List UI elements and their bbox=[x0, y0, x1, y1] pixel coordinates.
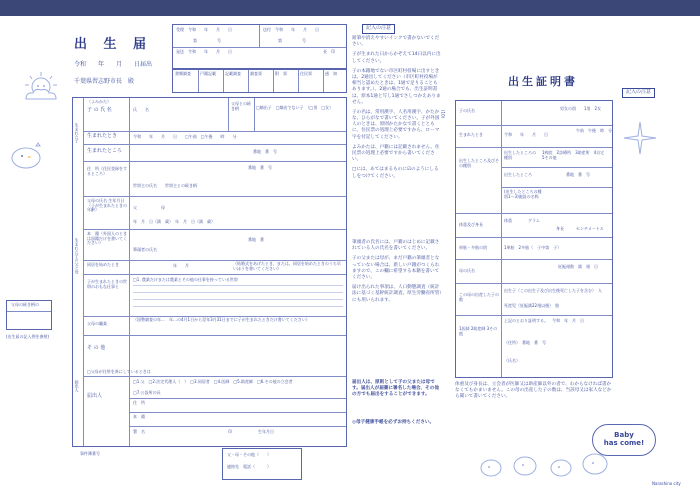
cert-mother-label: 母の氏名 bbox=[459, 268, 475, 273]
informant-options[interactable]: □1.父 □2.法定代理人（ ） □3.同居者 □4.医師 □5.助産師 □6.その他の立会者 bbox=[133, 379, 293, 384]
birth-time-field[interactable]: 令和 年 月 日 □午前 □午後 時 分 bbox=[133, 134, 237, 139]
contact-phone[interactable]: 連絡先 電話（ ） bbox=[227, 464, 271, 469]
receipt-fields bbox=[172, 24, 347, 69]
cert-multiple-label: 単胎・多胎の別 bbox=[459, 245, 487, 250]
notes-handbook: ◎母子健康手帳を必ずお持ちください。 bbox=[352, 420, 435, 425]
informant-domicile[interactable]: 本 籍 bbox=[133, 414, 145, 419]
address-label: 住 所（住民登録をするところ） bbox=[87, 166, 127, 176]
child-name-field[interactable]: 氏 名 bbox=[133, 107, 149, 112]
source-label: Narashino city bbox=[652, 481, 681, 486]
stamp-cell: 調査票 bbox=[250, 71, 262, 76]
certificate-footer-note: 体重及び身長は、立会者が医師又は助産師以外の者で、わからなければ書かなくてもかまいません。この母の出産した子の数は、当該母又は家人などから聞いて書いてください。 bbox=[455, 382, 612, 400]
parents-job-label: 父母の職業 bbox=[87, 321, 107, 326]
cert-weight-field[interactable]: 体重 グラム bbox=[504, 218, 540, 223]
notify-label: □父母が住所を異にしているときは bbox=[87, 369, 151, 374]
receipt-date: 受理 令和 年 月 日 bbox=[176, 27, 232, 32]
cert-place-label: 出生したところ及びその種別 bbox=[459, 158, 499, 168]
household-work-label: 子が生まれたときの世帯のおもな仕事と bbox=[87, 279, 127, 289]
note-line: 子が生まれた日からかぞえて14日以内に出してください。 bbox=[352, 52, 441, 64]
parents-job-note: （国勢調査の年… 年…の4月1日から翌年3月31日までに子が生まれたときだけ書いてください） bbox=[133, 317, 310, 322]
informant-option-7[interactable]: □7.公設所の長 bbox=[133, 390, 161, 395]
parents-name-label: 父母の氏名 生年月日（子が生まれたときの年齢） bbox=[87, 198, 127, 213]
note-line: 子の本籍地でない市区町村役場に出すときは、2通出してください（市区町村役場が相当と認めたときは、1通で足りることもあります。）。2通の場合でも、出生証明書は、原本1通と写し1通でさしつかえありません。 bbox=[352, 68, 441, 105]
domicile-label: 本 籍（外国人のときは国籍だけを書いてください） bbox=[87, 231, 127, 246]
stamp-cell: 住民票 bbox=[300, 71, 312, 76]
address-field[interactable]: 番地 番 号 bbox=[248, 165, 272, 170]
stamp-cell: 通 知 bbox=[325, 71, 337, 76]
note-line: 鉛筆や消えやすいインクで書かないでください。 bbox=[352, 36, 440, 48]
cert-sex-field[interactable]: 男女の別 1男 2女 bbox=[560, 106, 602, 111]
yomikata-label: （よみかた） bbox=[87, 99, 111, 104]
cert-children-label: この母の出産した子の数 bbox=[459, 292, 499, 302]
filing-date: 令和 年 月 日届出 bbox=[74, 61, 153, 68]
parents-birthday-field[interactable]: 年 月 日（満 歳） 年 月 日（満 歳） bbox=[133, 219, 215, 224]
cert-child-name-label: 子の氏名 bbox=[459, 108, 475, 113]
cert-place-field[interactable]: 番地 番 号 bbox=[566, 172, 590, 177]
cert-certifier-name[interactable]: （氏名） bbox=[504, 358, 520, 363]
domicile-field[interactable]: 番地 番 bbox=[248, 237, 264, 242]
cert-birth-hour[interactable]: 午前 午後 時 分 bbox=[576, 128, 612, 133]
stamp-cell: 書類調査 bbox=[175, 71, 191, 76]
cohabit-note: （結婚式をあげたとき、または、同居を始めたときのうち早いほうを書いてください） bbox=[233, 261, 341, 271]
sun-icon bbox=[22, 72, 60, 102]
head-name-field[interactable]: 筆頭者の氏名 bbox=[133, 247, 157, 252]
top-banner bbox=[0, 0, 700, 16]
informant-seal: 印 bbox=[228, 429, 232, 434]
note-line: よみかたは、戸籍には記載されません。住民票の処理上必要ですから書いてください。 bbox=[352, 144, 440, 163]
cert-live-births[interactable]: 出生子（この出生子及び出生後死亡した子を含む） 人 bbox=[504, 288, 602, 293]
cert-certifier-address[interactable]: （住所） 番地 番 号 bbox=[504, 340, 546, 345]
seal-label: 長 印 bbox=[323, 49, 335, 54]
informant-label: 届出人 bbox=[87, 393, 103, 399]
note-line: □には、あてはまるものに☑のようにしるしをつけてください。 bbox=[352, 167, 439, 179]
household-work-options[interactable]: □1. 農業だけまたは農業とその他の仕事を持っている世帯 bbox=[133, 277, 238, 282]
note-line: 子の父または母が、まだ戸籍の筆頭者となっていない場合は、新しい戸籍がつくられますので、この欄に希望する本籍を書いてください。 bbox=[352, 256, 440, 280]
receipt-number: 第 号 bbox=[193, 38, 221, 43]
row-num-10: (10) bbox=[440, 110, 446, 119]
cert-stillbirths[interactable]: 死産児（妊娠満22週以後） 胎 bbox=[504, 303, 560, 308]
cert-height-field[interactable]: 身長 センチメートル bbox=[556, 226, 604, 231]
margin-box bbox=[6, 300, 52, 330]
cohabit-label: 同居を始めたとき bbox=[87, 262, 119, 267]
note-line: 筆頭者の氏名には、戸籍のはじめに記載されている人の氏名を書いてください。 bbox=[352, 240, 440, 252]
dispatch-date: 発送 令和 年 月 日 bbox=[176, 49, 232, 54]
cert-place-type-options[interactable]: 1病院 2診療所 3助産所 4自宅 5その他 bbox=[542, 150, 609, 160]
notes-block-b bbox=[352, 240, 442, 304]
cert-certifier-label: 1医師 2助産師 3その他 bbox=[459, 326, 498, 336]
stamp-cell: 附 票 bbox=[275, 71, 287, 76]
notes-title: 記入の注意 bbox=[362, 24, 395, 34]
cert-multiple-field[interactable]: 1単胎 2多胎（ 子中第 子） bbox=[504, 245, 562, 250]
relationship-options[interactable]: □嫡出子 □嫡出でない子 （□男 □女） bbox=[256, 105, 334, 110]
birth-time-label: 生まれたとき bbox=[87, 133, 118, 139]
informant-birthday[interactable]: 生年月日 bbox=[258, 429, 274, 434]
certificate-title bbox=[508, 76, 578, 89]
cert-facility-label: (出生したところの種別1〜3)施設の名称 bbox=[504, 189, 542, 199]
stamp-cells bbox=[172, 69, 347, 93]
stamp-cell: 記載調査 bbox=[225, 71, 241, 76]
parents-name-field[interactable]: 父 母 bbox=[133, 205, 165, 210]
cert-place-label-2: 出生したところ bbox=[504, 172, 532, 177]
note-line: 届け出られた事項は、人口動態調査（統計法に基づく基幹統計調査、厚生労働省所管）にも用いられます。 bbox=[352, 285, 442, 303]
cert-gestation-field[interactable]: 妊娠週数 満 週 日 bbox=[558, 264, 598, 269]
margin-box-caption: (出生届の記入例を参照) bbox=[6, 334, 50, 339]
notes-bold: 届出人は、原則として子の父または母です。届出人が届書に署名した場合、その他の方でも届出をすることができます。 bbox=[352, 380, 439, 398]
baby-text-1: Baby bbox=[614, 431, 634, 439]
birth-notice-table bbox=[72, 97, 347, 447]
side-label-child: 生まれた子 bbox=[74, 123, 80, 143]
birth-place-label: 生まれたところ bbox=[87, 148, 123, 154]
cert-birth-time-label: 生まれたとき bbox=[459, 132, 483, 137]
send-number: 第 号 bbox=[278, 38, 306, 43]
sparkle-icon bbox=[620, 118, 660, 158]
notes-block-a bbox=[352, 36, 442, 180]
relationship-label: 父母との続き柄 bbox=[231, 101, 251, 111]
cert-birth-date[interactable]: 令和 年 月 日 bbox=[504, 132, 548, 137]
form-title: 出 生 届 bbox=[74, 37, 153, 52]
child-name-label: 子 の 氏 名 bbox=[87, 107, 112, 113]
certificate-note-label: 記入の注意 bbox=[622, 88, 655, 98]
note-line: 子の名は、常用漢字、人名用漢字、かたかな、ひらがなで書いてください。子が外国人のときは、原則かたかなで書くとともに、住民票の処理上必要ですから、ローマ字を付記してください。 bbox=[352, 109, 440, 140]
recipient: 千葉県習志野市長 殿 bbox=[74, 78, 135, 85]
contact-box bbox=[222, 448, 302, 480]
side-label-parents: 生まれた子の父と母 bbox=[74, 238, 80, 274]
certificate-table bbox=[455, 100, 613, 378]
other-label: そ の 他 bbox=[87, 345, 106, 351]
cert-weight-label: 体重及び身長 bbox=[459, 222, 483, 227]
birth-notice-title bbox=[74, 38, 152, 53]
birth-place-field[interactable]: 番地 番 号 bbox=[253, 149, 277, 154]
chick-icon bbox=[6, 140, 46, 170]
margin-box-title: 父母の続き柄の bbox=[11, 302, 39, 307]
cohabit-field[interactable]: 年 月 bbox=[173, 263, 189, 268]
baby-text-2: has come! bbox=[603, 439, 645, 448]
cert-place-type-label: 出生したところの種別 bbox=[504, 150, 536, 160]
stamp-cell: 戸籍記載 bbox=[200, 71, 216, 76]
contact-relation[interactable]: 父・母・その他（ ） bbox=[227, 452, 271, 457]
householder-field[interactable]: 世帯主の氏名 世帯主との続き柄 bbox=[133, 183, 197, 188]
chick-row-icon bbox=[475, 440, 615, 480]
certificate-title-text: 出生証明書 bbox=[508, 75, 578, 88]
informant-name[interactable]: 署 名 bbox=[133, 429, 145, 434]
serial-label: 事件簿番号 bbox=[80, 451, 100, 456]
cert-certify-date[interactable]: 上記のとおり証明する。 令和 年 月 日 bbox=[504, 318, 584, 323]
informant-address[interactable]: 住 所 bbox=[133, 400, 145, 405]
side-label-informant: 届出人 bbox=[74, 380, 80, 392]
send-date: 送付 令和 年 月 日 bbox=[263, 27, 319, 32]
